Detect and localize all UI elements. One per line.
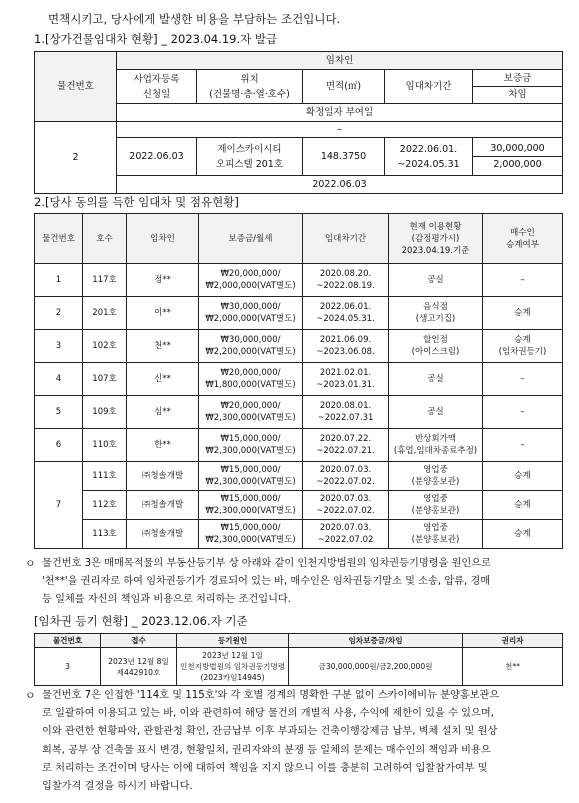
header-property-no: 물건번호: [35, 52, 117, 122]
header-location: 위치 (건물명·층·열·호수): [197, 70, 303, 104]
header-fixed-date: 확정일자 부여일: [117, 104, 563, 122]
row-period-line2: ~2023.01.31.: [316, 380, 375, 390]
row-deposit: [199, 462, 303, 491]
occupancy-table: [34, 213, 563, 549]
row-deposit: [199, 297, 303, 330]
row-succession: [483, 264, 563, 297]
row-usage-line1: 음식점: [423, 302, 448, 312]
row-usage: [389, 462, 483, 491]
row-deposit-line1: ₩15,000,000/: [220, 434, 281, 444]
header-no: 물건번호: [35, 214, 83, 264]
row-holder: 천**: [463, 648, 563, 686]
row-succession: [483, 396, 563, 429]
row-deposit-line2: ₩2,300,000(VAT별도): [205, 506, 296, 516]
row-deposit-line1: ₩20,000,000/: [220, 269, 281, 279]
intro-line: 면책시키고, 당사에게 발생한 비용을 부담하는 조건입니다.: [48, 12, 341, 26]
row-period-line1: 2020.07.03.: [319, 494, 372, 504]
row-property-no: 2: [35, 122, 117, 194]
row-deposit-line1: ₩15,000,000/: [220, 465, 281, 475]
row-period: [303, 396, 389, 429]
table-row: [35, 297, 563, 330]
row-no: 4: [35, 363, 83, 396]
row-usage-line1: 영업중: [423, 494, 448, 504]
row-period-line1: 2020.08.01.: [319, 401, 372, 411]
row-succession: 승계: [483, 491, 563, 520]
row-area: 148.3750: [303, 138, 385, 176]
row-period-line1: 2022.06.01.: [319, 302, 372, 312]
row-usage-line2: (아이스크림): [411, 347, 460, 357]
header-deposit: 임차보증금/차임: [289, 634, 463, 648]
note1-bullet: ㅇ: [25, 557, 36, 570]
row-fixed-date: 2022.06.03: [117, 176, 563, 194]
row-no: 1: [35, 264, 83, 297]
section2-title: 2.[당사 동의를 득한 임대차 및 점유현황]: [34, 195, 239, 209]
row-no: 6: [35, 429, 83, 462]
row-deposit-line2: ₩2,000,000(VAT별도): [205, 281, 296, 291]
row-location: 제이스카이시티 오피스텔 201호: [197, 138, 303, 176]
row-succession: 승계: [483, 462, 563, 491]
row-succession-line1: 승계: [514, 335, 531, 345]
row-succession-line1: –: [520, 440, 525, 450]
row-succession: [483, 330, 563, 363]
row-lessee: 이**: [127, 297, 199, 330]
header-area: 면적(㎡): [303, 70, 385, 104]
row-usage-line1: 반상회가맥: [414, 434, 457, 444]
row-lessee: ㈜청솔개발: [127, 520, 199, 549]
table-row: [35, 330, 563, 363]
row-deposit-line1: ₩20,000,000/: [220, 401, 281, 411]
row-period: [303, 462, 389, 491]
row-usage-line1: 공실: [427, 275, 444, 285]
row-unit: 107호: [83, 363, 127, 396]
row-period-line2: ~2022.07.02.: [316, 506, 375, 516]
row-no: 3: [35, 330, 83, 363]
row-period: 2022.06.01. ~2024.05.31: [385, 138, 473, 176]
row-period-line1: 2020.07.22.: [319, 434, 372, 444]
row-period-line2: ~2022.07.21.: [316, 446, 375, 456]
row-no: 2: [35, 297, 83, 330]
row-usage: [389, 491, 483, 520]
row-usage: [389, 297, 483, 330]
row-no: 7: [35, 462, 83, 549]
row-period: [303, 429, 389, 462]
row-receipt: 2023년 12월 8일 제442910호: [101, 648, 177, 686]
row-no: 5: [35, 396, 83, 429]
row-deposit-line1: ₩15,000,000/: [220, 494, 281, 504]
row-usage: [389, 363, 483, 396]
lease-registration-table: [34, 633, 563, 686]
row-deposit: [199, 363, 303, 396]
row-unit: 102호: [83, 330, 127, 363]
row-period-line1: 2021.06.09.: [319, 335, 372, 345]
row-dash: –: [117, 122, 563, 138]
row-usage: [389, 520, 483, 549]
row-succession: [483, 429, 563, 462]
note2-bullet: ㅇ: [25, 689, 36, 702]
row-usage: [389, 330, 483, 363]
row-unit: 109호: [83, 396, 127, 429]
row-unit: 117호: [83, 264, 127, 297]
row-deposit-line1: ₩20,000,000/: [220, 368, 281, 378]
header-lessee: 임차인: [117, 52, 563, 70]
row-usage-line1: 공실: [427, 407, 444, 417]
row-period-line1: 2021.02.01.: [319, 368, 372, 378]
row-deposit-line2: ₩2,300,000(VAT별도): [205, 477, 296, 487]
row-period: [303, 363, 389, 396]
table-row: [35, 429, 563, 462]
row-usage-line2: (분양홍보관): [411, 477, 460, 487]
row-usage-line1: 영업중: [423, 523, 448, 533]
row-usage-line1: 영업중: [423, 465, 448, 475]
row-usage-line1: 할인점: [423, 335, 448, 345]
row-unit: 112호: [83, 491, 127, 520]
row-period-line1: 2020.07.03.: [319, 465, 372, 475]
row-deposit-line1: ₩30,000,000/: [220, 302, 281, 312]
row-deposit: [199, 491, 303, 520]
row-period-line1: 2020.07.03.: [319, 523, 372, 533]
row-lessee: ㈜청솔개발: [127, 491, 199, 520]
row-period: [303, 520, 389, 549]
row-period: [303, 491, 389, 520]
row-succession: [483, 297, 563, 330]
header-lessee: 임차인: [127, 214, 199, 264]
row-period-line1: 2020.08.20.: [319, 269, 372, 279]
header-deposit: 보증금/월세: [199, 214, 303, 264]
header-biz-reg: 사업자등록 신청일: [117, 70, 197, 104]
table-row: [35, 264, 563, 297]
row-usage-line2: (생고기집): [415, 314, 456, 324]
row-deposit: [199, 264, 303, 297]
section1-title: 1.[상가건물임대차 현황] _ 2023.04.19.자 발급: [34, 32, 278, 46]
row-usage-line2: (분양홍보관): [411, 535, 460, 545]
row-deposit-line2: ₩1,800,000(VAT별도): [205, 380, 296, 390]
row-lessee: ㈜청솔개발: [127, 462, 199, 491]
row-deposit-line2: ₩2,200,000(VAT별도): [205, 347, 296, 357]
row-lessee: 천**: [127, 330, 199, 363]
header-deposit-rent: 보증금 차임: [473, 70, 563, 104]
header-period: 임대차기간: [303, 214, 389, 264]
header-period: 임대차기간: [385, 70, 473, 104]
row-usage-line2: (분양홍보관): [411, 506, 460, 516]
row-usage: [389, 264, 483, 297]
row-succession-line1: –: [520, 275, 525, 285]
table-row: [35, 491, 563, 520]
row-period-line2: ~2023.06.08.: [316, 347, 375, 357]
row-lessee: 정**: [127, 264, 199, 297]
row-cause: 2023년 12월 1일 인천지방법원의 임차권등기명령 (2023카임14945): [177, 648, 289, 686]
lease-status-table: [34, 51, 563, 194]
row-deposit-line2: ₩2,300,000(VAT별도): [205, 446, 296, 456]
row-apply-date: 2022.06.03: [117, 138, 197, 176]
row-succession: 승계: [483, 520, 563, 549]
row-deposit-line2: ₩2,000,000(VAT별도): [205, 314, 296, 324]
header-usage: 현재 이용현황 (감정평가시) 2023.04.19.기준: [389, 214, 483, 264]
row-lessee: 한**: [127, 429, 199, 462]
row-unit: 201호: [83, 297, 127, 330]
row-deposit-line2: ₩2,300,000(VAT별도): [205, 413, 296, 423]
table-row: [35, 396, 563, 429]
row-usage-line2: (휴업,임대차종료추정): [393, 446, 478, 456]
row-deposit-line1: ₩30,000,000/: [220, 335, 281, 345]
header-holder: 권리자: [463, 634, 563, 648]
header-receipt: 접수: [101, 634, 177, 648]
table-row: [35, 520, 563, 549]
row-deposit-rent: 30,000,000 2,000,000: [473, 138, 563, 176]
table-row: [35, 462, 563, 491]
row-lessee: 신**: [127, 363, 199, 396]
row-unit: 113호: [83, 520, 127, 549]
section3-title: [임차권 등기 현황] _ 2023.12.06.자 기준: [34, 614, 248, 628]
row-period: [303, 264, 389, 297]
row-succession-line1: 승계: [514, 308, 531, 318]
header-cause: 등기원인: [177, 634, 289, 648]
row-unit: 111호: [83, 462, 127, 491]
row-period-line2: ~2022.08.19.: [316, 281, 375, 291]
row-unit: 110호: [83, 429, 127, 462]
row-usage: [389, 396, 483, 429]
row-succession-line2: (임차권등기): [498, 347, 547, 357]
row-succession-line1: –: [520, 374, 525, 384]
header-no: 물건번호: [35, 634, 101, 648]
header-unit: 호수: [83, 214, 127, 264]
row-period: [303, 330, 389, 363]
row-no: 3: [35, 648, 101, 686]
row-deposit: [199, 520, 303, 549]
row-succession: [483, 363, 563, 396]
header-succession: 매수인 승계여부: [483, 214, 563, 264]
row-deposit: [199, 330, 303, 363]
row-period: [303, 297, 389, 330]
row-deposit: [199, 429, 303, 462]
row-period-line2: ~2022.07.31: [317, 413, 374, 423]
note2-text: 물건번호 7은 인접한 '114호 및 115호'와 각 호별 경계의 명확한 구분 없이 스카이에비뉴 분양홍보관으 로 일괄하여 이용되고 있는 바, 이와 관련하여 해당 물건의 개별적 사용, 수익에 제한이 있을 수 있으며, 이와 관련한 현황파악, 관할관청 확인, 잔금납부 이후 부과되는 건축이행강제금 납부, 벽체 설치 및 원상 회복, 공부 상 건축물 표시 변경, 현황일치, 권리자와의 분쟁 등 일체의 문제는 매수인의 책임과 비용으 로 처리하는 조건이며 당사는 이에 대하여 책임을 지지 않으니 이를 충분히 고려하여 입찰참가여부 및 입찰가격 결정을 하시기 바랍니다.: [42, 690, 500, 793]
note1-text: 물건번호 3은 매매목적물의 부동산등기부 상 아래와 같이 인천지방법원의 임차권등기명령을 원인으로 '천**'을 권리자로 하여 임차권등기가 경료되어 있는 바, 매수인은 임차권등기말소 및 소송, 압류, 경매 등 일체를 자신의 책임과 비용으로 처리하는 조건입니다.: [42, 558, 491, 606]
row-deposit: 금30,000,000원/금2,200,000원: [289, 648, 463, 686]
row-usage: [389, 429, 483, 462]
row-period-line2: ~2022.07.02.: [316, 477, 375, 487]
table-row: [35, 363, 563, 396]
row-deposit: [199, 396, 303, 429]
row-deposit-line1: ₩15,000,000/: [220, 523, 281, 533]
row-period-line2: ~2022.07.02: [317, 535, 374, 545]
row-period-line2: ~2024.05.31.: [316, 314, 375, 324]
row-lessee: 심**: [127, 396, 199, 429]
row-deposit-line2: ₩2,300,000(VAT별도): [205, 535, 296, 545]
row-usage-line1: 공실: [427, 374, 444, 384]
row-succession-line1: –: [520, 407, 525, 417]
